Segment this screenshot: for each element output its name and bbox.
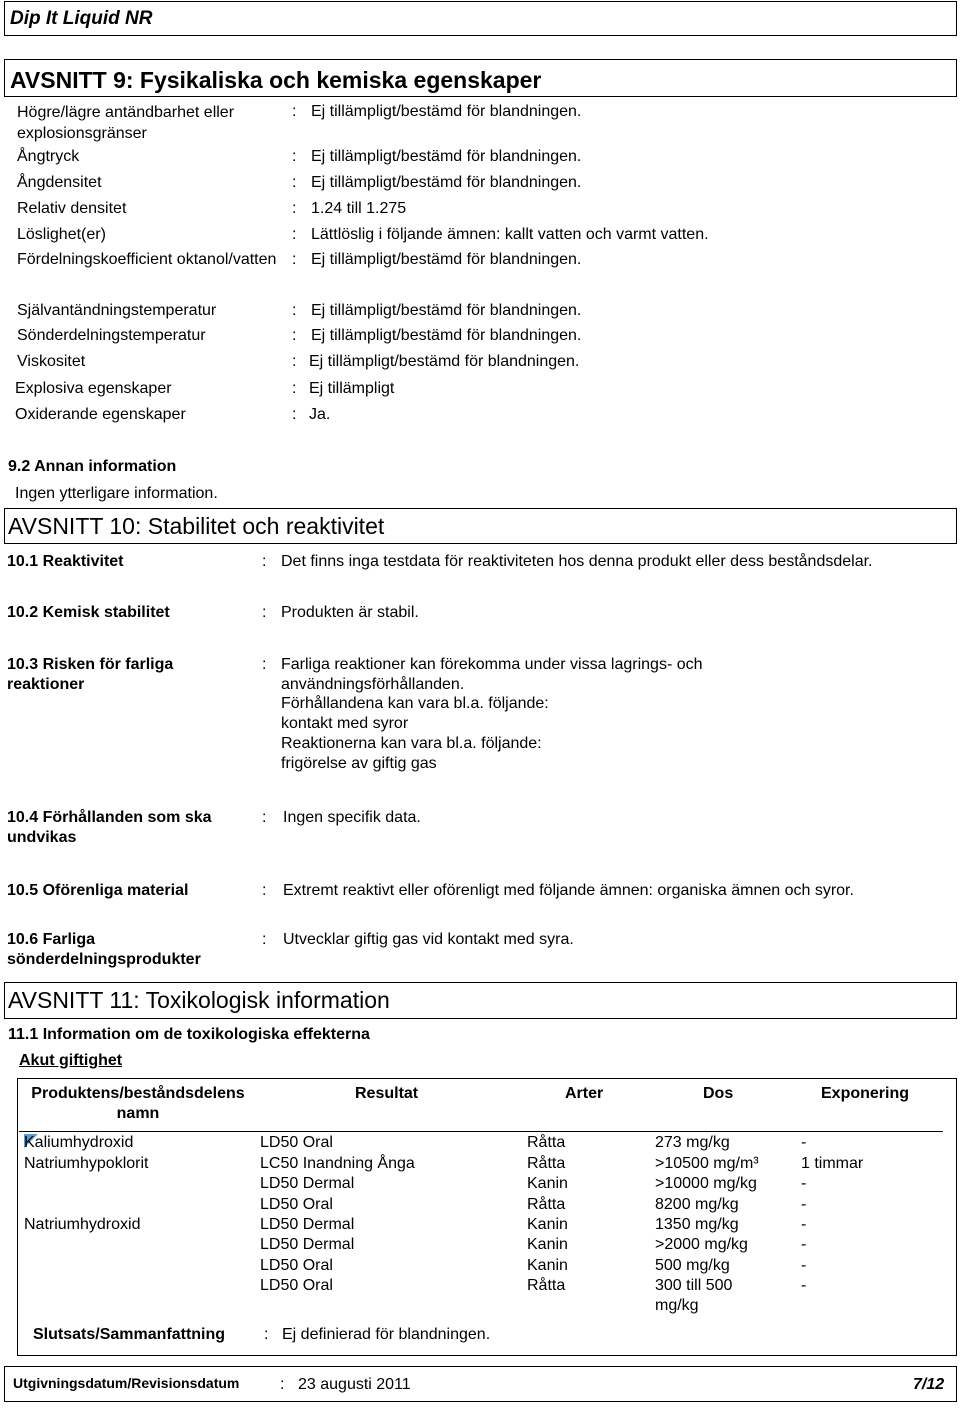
property-label: Fördelningskoefficient oktanol/vatten (17, 251, 277, 268)
cell-dose: >10000 mg/kg (655, 1175, 757, 1192)
cell-result: LD50 Oral (260, 1134, 333, 1151)
other-information-heading: 9.2 Annan information (8, 458, 177, 475)
cell-dose: 300 till 500 mg/kg (655, 1277, 733, 1314)
summary-value: Ej definierad för blandningen. (282, 1326, 491, 1343)
hazardous-reactions-line: kontakt med syror (281, 715, 409, 732)
reactivity-colon: : (262, 553, 267, 570)
chemical-stability-label: 10.2 Kemisk stabilitet (7, 604, 170, 621)
column-header-result: Resultat (355, 1085, 419, 1102)
property-label: Sönderdelningstemperatur (17, 327, 206, 344)
column-header-exposure: Exponering (821, 1085, 910, 1102)
property-value: Ja. (309, 406, 331, 423)
cell-species: Kanin (527, 1257, 568, 1274)
property-value: Ej tillämpligt (309, 380, 395, 397)
section-10-heading: AVSNITT 10: Stabilitet och reaktivitet (8, 513, 385, 539)
property-value: Ej tillämpligt/bestämd för blandningen. (311, 327, 582, 344)
property-label: Ångdensitet (17, 174, 102, 191)
cell-result: LD50 Oral (260, 1277, 333, 1294)
incompatible-materials-colon: : (262, 882, 267, 899)
document-title: Dip It Liquid NR (10, 8, 153, 29)
decomposition-products-colon: : (262, 931, 267, 948)
column-header-name: Produktens/beståndsdelens namn (31, 1085, 245, 1122)
conditions-to-avoid-colon: : (262, 809, 267, 826)
hazardous-reactions-line: användningsförhållanden. (281, 676, 465, 693)
property-value: 1.24 till 1.275 (311, 200, 407, 217)
cell-dose: >2000 mg/kg (655, 1236, 748, 1253)
property-colon: : (292, 251, 297, 268)
property-label: Ångtryck (17, 148, 80, 165)
section-9-heading: AVSNITT 9: Fysikaliska och kemiska egenskaper (10, 67, 542, 93)
property-label: Oxiderande egenskaper (15, 406, 186, 423)
cell-species: Råtta (527, 1155, 566, 1172)
property-value: Ej tillämpligt/bestämd för blandningen. (311, 302, 582, 319)
cell-exposure: - (801, 1236, 807, 1253)
conditions-to-avoid-value: Ingen specifik data. (283, 809, 421, 826)
property-value: Ej tillämpligt/bestämd för blandningen. (311, 148, 582, 165)
cell-exposure: - (801, 1257, 807, 1274)
hazardous-reactions-label: 10.3 Risken för farliga reaktioner (7, 656, 174, 693)
cell-dose: 8200 mg/kg (655, 1196, 739, 1213)
cell-result: LD50 Dermal (260, 1216, 355, 1233)
cell-result: LD50 Dermal (260, 1175, 355, 1192)
toxicology-subheading: 11.1 Information om de toxikologiska effekterna (8, 1026, 370, 1043)
hazardous-reactions-line: frigörelse av giftig gas (281, 755, 437, 772)
property-colon: : (292, 353, 297, 370)
cell-dose: 273 mg/kg (655, 1134, 730, 1151)
chemical-stability-value: Produkten är stabil. (281, 604, 419, 621)
property-label: Viskositet (17, 353, 86, 370)
property-colon: : (292, 380, 297, 397)
summary-colon: : (264, 1326, 269, 1343)
footer-date-value: 23 augusti 2011 (298, 1376, 411, 1393)
conditions-to-avoid-label: 10.4 Förhållanden som ska undvikas (7, 809, 212, 846)
column-header-dose: Dos (703, 1085, 734, 1102)
section-11-heading: AVSNITT 11: Toxikologisk information (8, 987, 390, 1013)
footer-colon: : (280, 1376, 285, 1393)
cell-result: LD50 Oral (260, 1257, 333, 1274)
cell-species: Kanin (527, 1216, 568, 1233)
cell-exposure: - (801, 1216, 807, 1233)
incompatible-materials-label: 10.5 Oförenliga material (7, 882, 189, 899)
property-label: Självantändningstemperatur (17, 302, 217, 319)
hazardous-reactions-colon: : (262, 656, 267, 673)
table-header-divider (19, 1131, 943, 1132)
property-value: Ej tillämpligt/bestämd för blandningen. (311, 251, 582, 268)
hazardous-reactions-line: Förhållandena kan vara bl.a. följande: (281, 695, 549, 712)
cell-species: Råtta (527, 1134, 566, 1151)
column-header-species: Arter (565, 1085, 604, 1102)
hazardous-reactions-line: Farliga reaktioner kan förekomma under vissa lagrings- och (281, 656, 703, 673)
acute-toxicity-label: Akut giftighet (19, 1052, 123, 1069)
cell-result: LD50 Dermal (260, 1236, 355, 1253)
cell-exposure: - (801, 1175, 807, 1192)
cell-species: Råtta (527, 1277, 566, 1294)
cell-dose: 500 mg/kg (655, 1257, 730, 1274)
property-label: Explosiva egenskaper (15, 380, 172, 397)
property-colon: : (292, 327, 297, 344)
cell-result: LC50 Inandning Ånga (260, 1155, 415, 1172)
property-colon: : (292, 302, 297, 319)
property-colon: : (292, 200, 297, 217)
cell-exposure: - (801, 1196, 807, 1213)
summary-label: Slutsats/Sammanfattning (33, 1326, 226, 1343)
cell-species: Råtta (527, 1196, 566, 1213)
incompatible-materials-value: Extremt reaktivt eller oförenligt med följande ämnen: organiska ämnen och syror. (283, 882, 854, 899)
footer-date-label: Utgivningsdatum/Revisionsdatum (13, 1375, 240, 1391)
cell-name: Natriumhydroxid (24, 1216, 141, 1233)
hazardous-reactions-line: Reaktionerna kan vara bl.a. följande: (281, 735, 542, 752)
cell-name: Kaliumhydroxid (24, 1134, 134, 1151)
property-colon: : (292, 406, 297, 423)
property-value: Lättlöslig i följande ämnen: kallt vatten och varmt vatten. (311, 226, 709, 243)
page-number: 7/12 (913, 1376, 945, 1393)
cell-exposure: - (801, 1277, 807, 1294)
chemical-stability-colon: : (262, 604, 267, 621)
cell-name: Natriumhypoklorit (24, 1155, 149, 1172)
decomposition-products-label: 10.6 Farliga sönderdelningsprodukter (7, 931, 201, 968)
reactivity-value: Det finns inga testdata för reaktiviteten hos denna produkt eller dess beståndsdelar. (281, 553, 873, 570)
other-information-text: Ingen ytterligare information. (15, 485, 218, 502)
cell-exposure: - (801, 1134, 807, 1151)
property-value: Ej tillämpligt/bestämd för blandningen. (311, 174, 582, 191)
property-colon: : (292, 148, 297, 165)
property-label: Löslighet(er) (17, 226, 106, 243)
property-colon: : (292, 103, 297, 120)
cell-species: Kanin (527, 1236, 568, 1253)
reactivity-label: 10.1 Reaktivitet (7, 553, 124, 570)
cell-exposure: 1 timmar (801, 1155, 864, 1172)
property-label: Relativ densitet (17, 200, 127, 217)
cell-dose: >10500 mg/m³ (655, 1155, 759, 1172)
property-label: Högre/lägre antändbarhet eller explosionsgränser (17, 104, 235, 142)
property-colon: : (292, 174, 297, 191)
cell-species: Kanin (527, 1175, 568, 1192)
property-value: Ej tillämpligt/bestämd för blandningen. (309, 353, 580, 370)
cell-dose: 1350 mg/kg (655, 1216, 739, 1233)
property-value: Ej tillämpligt/bestämd för blandningen. (311, 103, 582, 120)
decomposition-products-value: Utvecklar giftig gas vid kontakt med syra. (283, 931, 574, 948)
property-colon: : (292, 226, 297, 243)
cell-result: LD50 Oral (260, 1196, 333, 1213)
